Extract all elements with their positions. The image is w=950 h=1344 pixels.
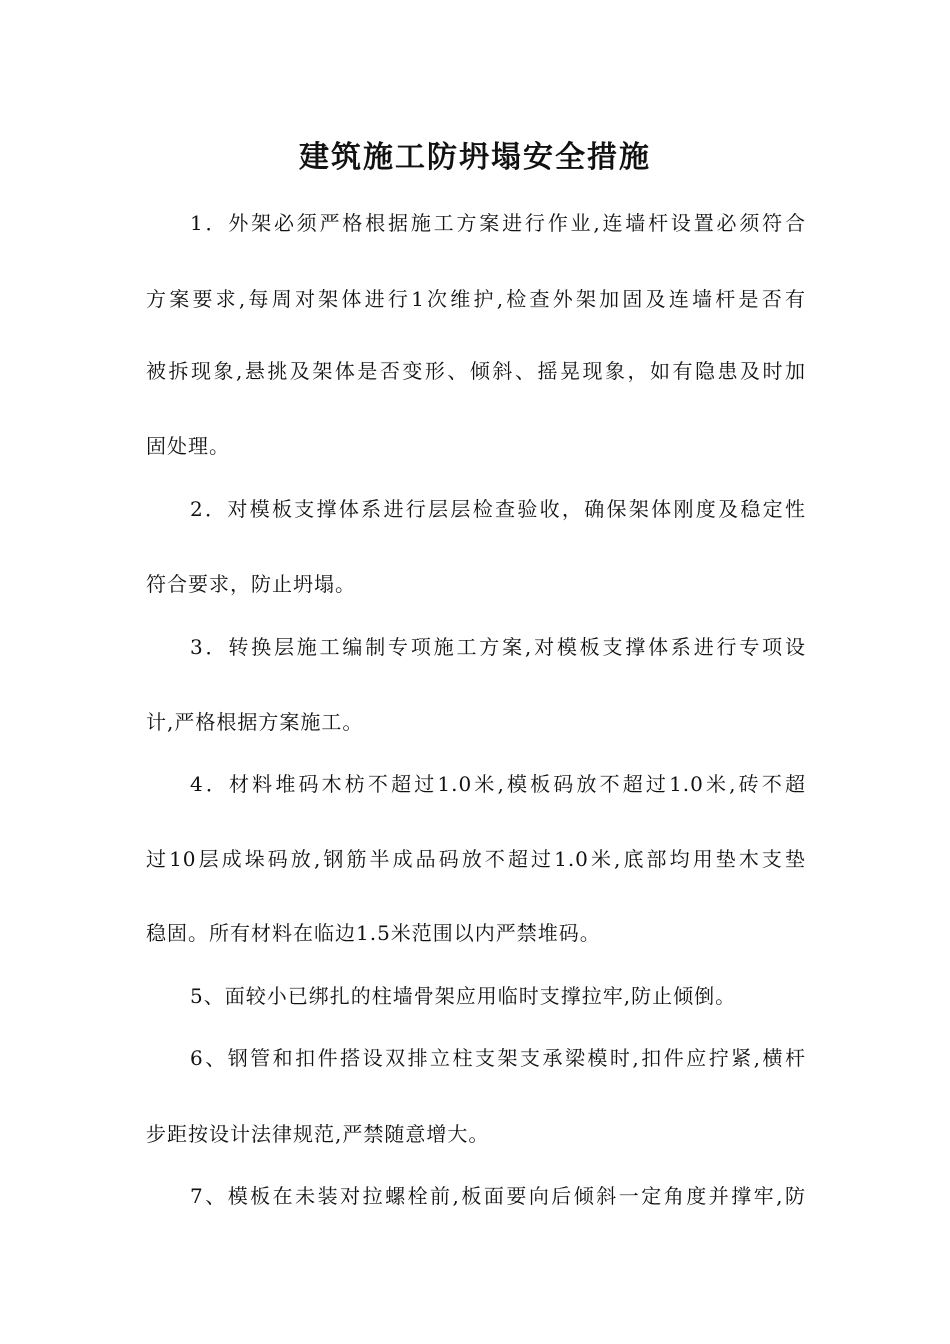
paragraph-4-line-2: 过10层成垛码放,钢筋半成品码放不超过1.0米,底部均用垫木支垫 (146, 847, 806, 871)
paragraph-4-line-1: 4．材料堆码木枋不超过1.0米,模板码放不超过1.0米,砖不超 (190, 772, 806, 796)
paragraph-4-line-3: 稳固。所有材料在临边1.5米范围以内严禁堆码。 (146, 921, 601, 945)
paragraph-3-line-2: 计,严格根据方案施工。 (146, 710, 364, 734)
paragraph-1-line-2: 方案要求,每周对架体进行1次维护,检查外架加固及连墙杆是否有 (146, 287, 806, 311)
paragraph-2-line-1: 2．对模板支撑体系进行层层检查验收，确保架体刚度及稳定性 (190, 497, 806, 521)
paragraph-1-line-3: 被拆现象,悬挑及架体是否变形、倾斜、摇晃现象，如有隐患及时加 (146, 359, 806, 383)
paragraph-6-line-1: 6、钢管和扣件搭设双排立柱支架支承梁模时,扣件应拧紧,横杆 (190, 1046, 806, 1070)
paragraph-2-line-2: 符合要求，防止坍塌。 (146, 572, 356, 596)
paragraph-6-line-2: 步距按设计法律规范,严禁随意增大。 (146, 1122, 490, 1146)
paragraph-1-line-4: 固处理。 (146, 434, 230, 458)
paragraph-1-line-1: 1．外架必须严格根据施工方案进行作业,连墙杆设置必须符合 (190, 211, 806, 235)
document-title: 建筑施工防坍塌安全措施 (299, 140, 651, 175)
paragraph-7-line-1: 7、模板在未装对拉螺栓前,板面要向后倾斜一定角度并撑牢,防 (190, 1184, 806, 1208)
paragraph-5-line-1: 5、面较小已绑扎的柱墙骨架应用临时支撑拉牢,防止倾倒。 (190, 984, 737, 1008)
paragraph-3-line-1: 3．转换层施工编制专项施工方案,对模板支撑体系进行专项设 (190, 635, 806, 659)
